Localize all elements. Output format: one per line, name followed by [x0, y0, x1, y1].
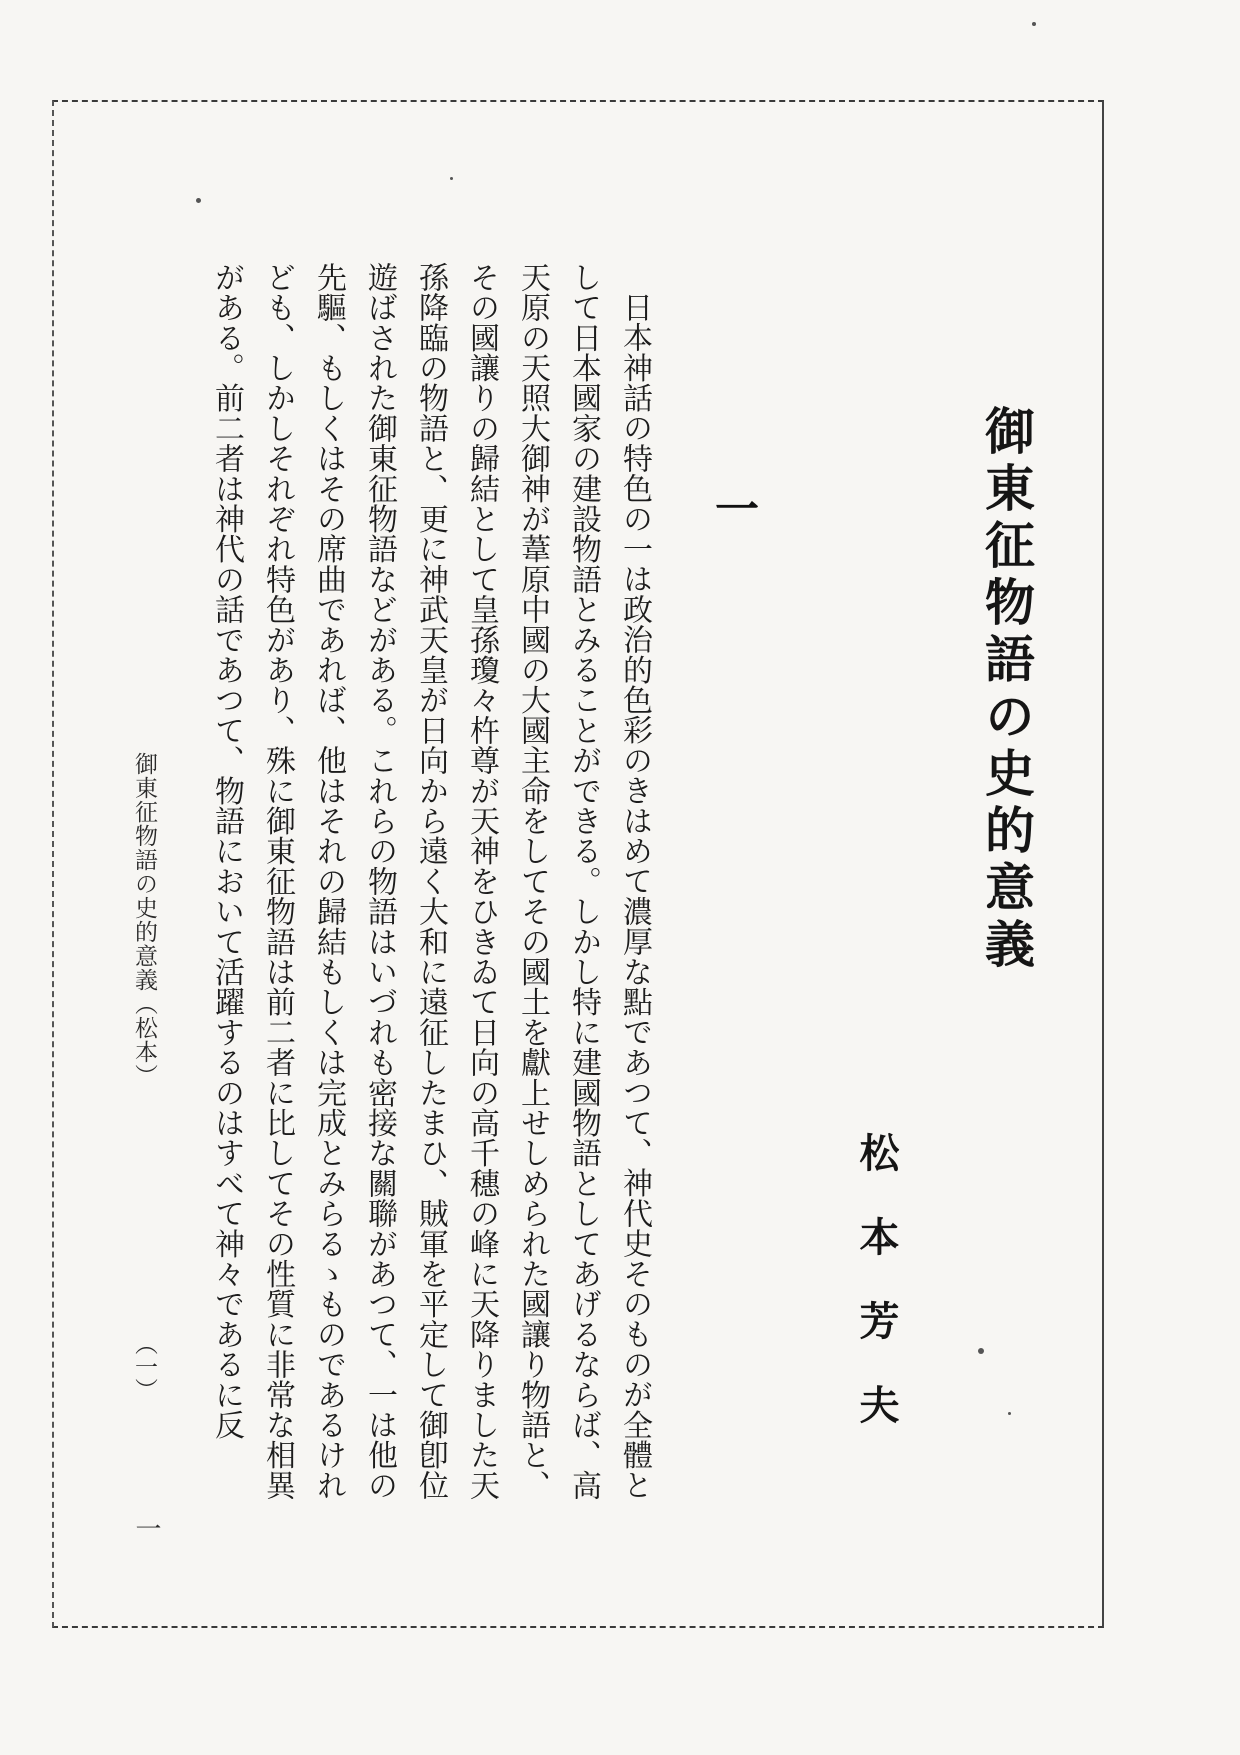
body-text: [176, 262, 660, 1512]
author-name: 松本芳夫: [853, 1132, 900, 1468]
article-title: 御東征物語の史的意義: [977, 405, 1036, 975]
scan-speck: [450, 177, 453, 180]
scan-speck: [1032, 22, 1036, 26]
section-number: 一: [707, 486, 758, 530]
scan-speck: [196, 198, 201, 203]
scan-speck: [1008, 1412, 1011, 1415]
running-header: 御東征物語の史的意義（松本）: [131, 752, 157, 1088]
scan-speck: [978, 1348, 984, 1354]
page-number-parenthesized: （一）: [131, 1332, 157, 1401]
body-paragraph: 日本神話の特色の一は政治的色彩のきはめて濃厚な點であつて、神代史そのものが全體として日本國家の建設物語とみることができる。しかし特に建國物語としてあげるならば、高天原の天照大御神が葦原中國の大國主命をしてその國土を獻上せしめられた國讓り物語と、その國讓りの歸結として皇孫瓊々杵尊が天神をひきゐて日向の高千穗の峰に天降りました天孫降臨の物語と、更に神武天皇が日向から遠く大和に遠征したまひ、賊軍を平定して御卽位遊ばされた御東征物語などがある。これらの物語はいづれも密接な關聯があつて、一は他の先驅、もしくはその席曲であれば、他はそれの歸結もしくは完成とみらるゝものであるけれども、しかしそれぞれ特色があり、殊に御東征物語は前二者に比してその性質に非常な相異がある。前二者は神代の話であつて、物語において活躍するのはすべて神々であるに反: [209, 262, 652, 1501]
page-number: 一: [131, 1515, 161, 1541]
